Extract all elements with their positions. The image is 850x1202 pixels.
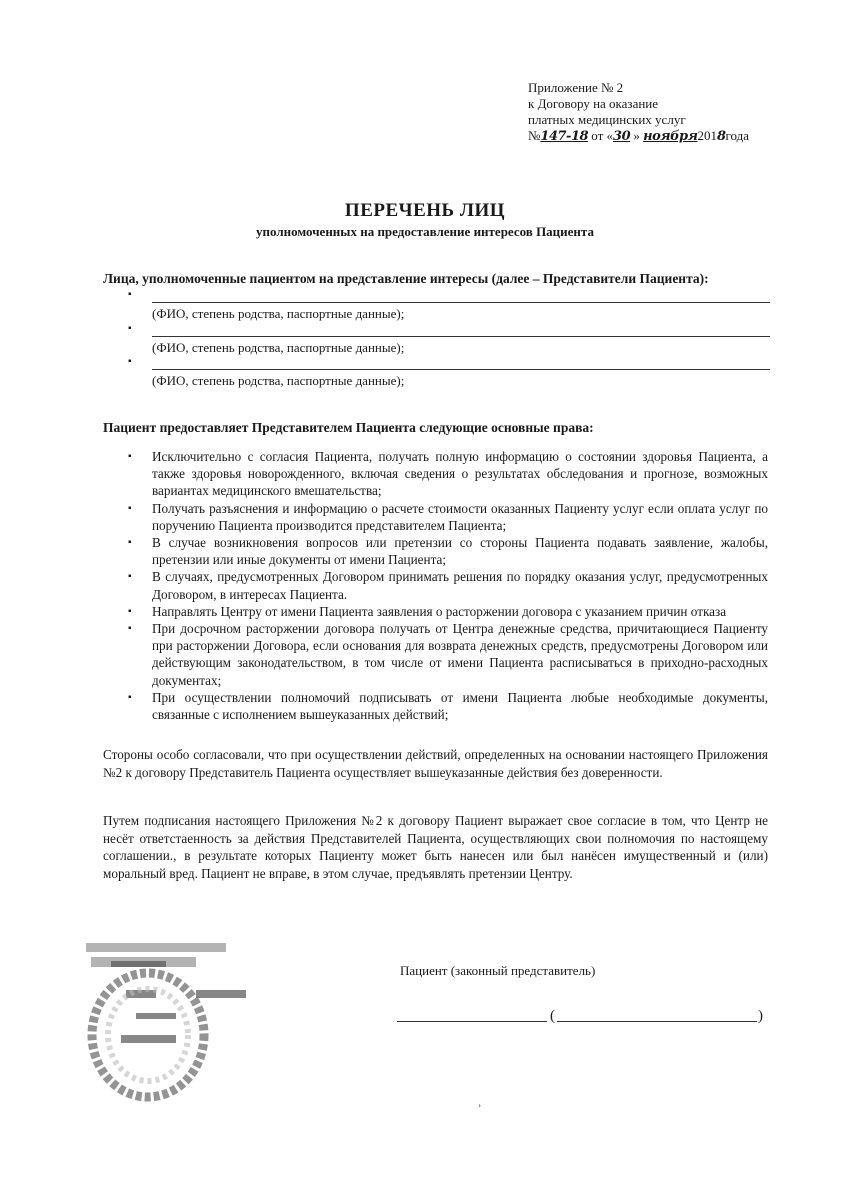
bullet-icon: ▪: [128, 502, 132, 514]
scan-artifact-icon: ›: [478, 1100, 481, 1110]
rights-item-text: При осуществлении полномочий подписывать от имени Пациента любые необходимые документы, связанные с исполнением вышеуказанных действий;: [152, 689, 768, 723]
representative-caption: (ФИО, степень родства, паспортные данные);: [152, 373, 405, 388]
signature-field[interactable]: [397, 1021, 547, 1022]
bullet-icon: ▪: [128, 571, 132, 583]
representatives-intro: Лица, уполномоченные пациентом на представление интересы (далее – Представители Пациента):: [103, 271, 709, 286]
appendix-number: Приложение № 2: [528, 80, 624, 95]
bullet-icon: ▪: [128, 289, 132, 300]
signature-name-field[interactable]: [557, 1021, 757, 1022]
rights-item: [128, 568, 768, 602]
rights-heading: Пациент предоставляет Представителем Пациента следующие основные права:: [103, 420, 594, 435]
rights-item-text: При досрочном расторжении договора получать от Центра денежные средства, причитающиеся Пациенту при расторжении Договора, если основания для возврата денежных средств, предусмотрены Договором или действующим законодательством, в том числе от имени Пациента расписываться в приходно-расходных документах;: [152, 621, 768, 688]
year-suffix-field[interactable]: 8: [716, 129, 726, 144]
representative-caption: (ФИО, степень родства, паспортные данные);: [152, 340, 405, 355]
appendix-contract-type: платных медицинских услуг: [528, 112, 686, 127]
rights-item-text: Получать разъяснения и информацию о расчете стоимости оказанных Пациенту услуг если оплата услуг по поручению Пациента производится представителем Пациента;: [152, 500, 768, 533]
rights-item: [128, 620, 768, 689]
representative-field[interactable]: [152, 302, 770, 303]
bullet-icon: ▪: [128, 605, 132, 617]
rights-item: [128, 534, 768, 568]
bullet-icon: ▪: [128, 623, 132, 635]
representative-caption: (ФИО, степень родства, паспортные данные);: [152, 306, 405, 321]
year-label: года: [725, 128, 750, 143]
rights-item-text: В случае возникновения вопросов или претензии со стороны Пациента подавать заявление, жалобы, претензии или иные документы от имени Пациента;: [152, 535, 768, 568]
redacted-stamp-icon: [86, 935, 251, 1105]
year-prefix: 201: [697, 128, 717, 143]
rights-list: [128, 448, 768, 723]
month-field[interactable]: ноября: [643, 129, 698, 144]
bullet-icon: ▪: [128, 537, 132, 549]
rights-item-text: Исключительно с согласия Пациента, получать полную информацию о состоянии здоровья Пациента, а также здоровья новорожденного, включая сведения о результатах обследования и прогнозе, возможных вариантах медицинского вмешательства;: [152, 449, 768, 499]
representative-entry: [128, 290, 770, 324]
appendix-contract-ref: к Договору на оказание: [528, 96, 659, 111]
representative-field[interactable]: [152, 369, 770, 370]
contract-number-field[interactable]: 147-18: [540, 129, 589, 144]
rights-item: [128, 689, 768, 723]
from-label: от «: [591, 128, 614, 143]
rights-item-text: Направлять Центру от имени Пациента заявления о расторжении договора с указанием причин отказа: [152, 603, 727, 619]
day-close-quote: »: [633, 128, 640, 143]
representative-field[interactable]: [152, 336, 770, 337]
rights-item: [128, 500, 768, 534]
bullet-icon: ▪: [128, 451, 132, 462]
open-paren: (: [550, 1008, 555, 1024]
document-title: ПЕРЕЧЕНЬ ЛИЦ: [344, 200, 506, 221]
bullet-icon: ▪: [128, 691, 132, 703]
liability-paragraph: Путем подписания настоящего Приложения №2 к договору Пациент выражает свое согласие в том, что Центр не несёт ответстаенность за действия Представителей Пациента, осуществляющих свои полномочия по настоящему соглашении., в результате которых Пациенту может быть нанесен или был нанёсен имущественный и (или) моральный вред. Пациент не вправе, в этом случае, предъявлять претензии Центру.: [103, 813, 768, 881]
number-sign: №: [528, 128, 541, 143]
contract-number-line: [528, 128, 749, 145]
representative-entry: [128, 324, 770, 358]
signature-label: Пациент (законный представитель): [400, 963, 596, 978]
bullet-icon: ▪: [128, 323, 132, 334]
rights-item: [128, 603, 768, 620]
day-field[interactable]: 30: [613, 129, 631, 144]
bullet-icon: ▪: [128, 356, 132, 367]
close-paren: ): [758, 1008, 763, 1024]
rights-item-text: В случаях, предусмотренных Договором принимать решения по порядку оказания услуг, предусмотренных Договором, в интересах Пациента.: [152, 569, 768, 602]
agreement-paragraph: Стороны особо согласовали, что при осуществлении действий, определенных на основании настоящего Приложения №2 к договору Представитель Пациента осуществляет вышеуказанные действия без доверенности.: [103, 747, 768, 780]
representative-entry: [128, 357, 770, 391]
document-subtitle: уполномоченных на предоставление интересов Пациента: [256, 224, 594, 239]
rights-item: [128, 448, 768, 500]
